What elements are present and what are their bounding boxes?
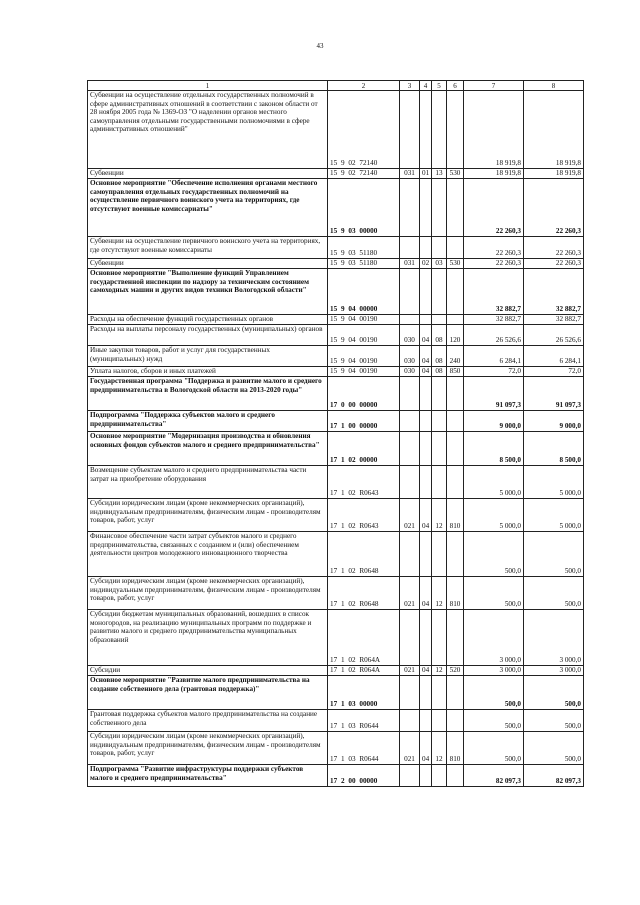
row-name: Уплата налогов, сборов и иных платежей	[88, 367, 328, 377]
header-cell: 8	[524, 81, 584, 91]
row-amount-col7: 500,0	[464, 676, 524, 710]
header-cell: 2	[328, 81, 400, 91]
row-subsection	[432, 466, 447, 499]
row-amount-col8: 3 000,0	[524, 610, 584, 666]
row-section	[420, 610, 432, 666]
row-ministry	[400, 466, 420, 499]
row-name: Возмещение субъектам малого и среднего предпринимательства части затрат на приобретение оборудования	[88, 466, 328, 499]
row-amount-col8: 5 000,0	[524, 499, 584, 532]
page-number: 43	[316, 42, 324, 50]
row-expense-type	[447, 532, 464, 577]
row-amount-col7: 5 000,0	[464, 466, 524, 499]
row-ministry	[400, 610, 420, 666]
row-amount-col8: 22 260,3	[524, 259, 584, 269]
row-section	[420, 91, 432, 169]
row-subsection: 08	[432, 325, 447, 346]
row-amount-col7: 82 097,3	[464, 765, 524, 787]
row-section	[420, 411, 432, 432]
row-subsection: 13	[432, 169, 447, 179]
row-amount-col7: 500,0	[464, 732, 524, 765]
row-expense-type	[447, 315, 464, 325]
row-name: Грантовая поддержка субъектов малого предпринимательства на создание собственного дела	[88, 710, 328, 732]
row-amount-col8: 91 097,3	[524, 377, 584, 411]
row-code: 17 1 02 R0643	[328, 466, 400, 499]
row-name: Государственная программа "Поддержка и развитие малого и среднего предпринимательства в Вологодской области на 2013-2020 годы"	[88, 377, 328, 411]
row-amount-col7: 91 097,3	[464, 377, 524, 411]
row-subsection	[432, 377, 447, 411]
row-expense-type	[447, 411, 464, 432]
row-expense-type	[447, 610, 464, 666]
row-expense-type	[447, 710, 464, 732]
row-amount-col7: 500,0	[464, 532, 524, 577]
row-subsection: 03	[432, 259, 447, 269]
table-row	[88, 91, 584, 169]
row-subsection	[432, 411, 447, 432]
row-section	[420, 432, 432, 466]
row-ministry	[400, 315, 420, 325]
row-ministry	[400, 676, 420, 710]
row-expense-type: 520	[447, 666, 464, 676]
row-expense-type	[447, 466, 464, 499]
row-section: 01	[420, 169, 432, 179]
row-code: 15 9 04 00190	[328, 315, 400, 325]
row-subsection	[432, 269, 447, 315]
row-amount-col8: 3 000,0	[524, 666, 584, 676]
row-subsection	[432, 610, 447, 666]
row-subsection: 12	[432, 666, 447, 676]
row-section	[420, 466, 432, 499]
table-row	[88, 237, 584, 259]
row-ministry: 030	[400, 325, 420, 346]
row-section: 04	[420, 499, 432, 532]
row-amount-col8: 6 284,1	[524, 346, 584, 367]
row-amount-col7: 72,0	[464, 367, 524, 377]
row-name: Субсидии	[88, 666, 328, 676]
row-amount-col8: 500,0	[524, 710, 584, 732]
row-section: 04	[420, 346, 432, 367]
row-expense-type	[447, 765, 464, 787]
row-name: Субвенции на осуществление первичного воинского учета на территориях, где отсутствуют военные комиссариаты	[88, 237, 328, 259]
row-code: 15 9 03 51180	[328, 237, 400, 259]
row-amount-col7: 22 260,3	[464, 237, 524, 259]
table-row	[88, 346, 584, 367]
row-name: Иные закупки товаров, работ и услуг для государственных (муниципальных) нужд	[88, 346, 328, 367]
row-name: Субсидии юридическим лицам (кроме некоммерческих организаций), индивидуальным предпринимателям, физическим лицам - производителям товаров, работ, услуг	[88, 499, 328, 532]
table-row	[88, 732, 584, 765]
header-cell: 3	[400, 81, 420, 91]
row-subsection: 12	[432, 499, 447, 532]
row-section	[420, 765, 432, 787]
row-name: Расходы на выплаты персоналу государственных (муниципальных) органов	[88, 325, 328, 346]
row-section	[420, 377, 432, 411]
row-subsection: 08	[432, 367, 447, 377]
row-name: Подпрограмма "Развитие инфраструктуры поддержки субъектов малого и среднего предпринимательства"	[88, 765, 328, 787]
row-amount-col8: 9 000,0	[524, 411, 584, 432]
row-section: 04	[420, 325, 432, 346]
row-subsection	[432, 315, 447, 325]
header-cell: 5	[432, 81, 447, 91]
row-subsection	[432, 91, 447, 169]
row-expense-type: 810	[447, 577, 464, 610]
row-name: Подпрограмма "Поддержка субъектов малого и среднего предпринимательства"	[88, 411, 328, 432]
row-amount-col8: 32 882,7	[524, 315, 584, 325]
row-amount-col7: 500,0	[464, 710, 524, 732]
row-expense-type: 530	[447, 169, 464, 179]
row-amount-col7: 22 260,3	[464, 179, 524, 237]
row-code: 17 1 02 00000	[328, 432, 400, 466]
row-amount-col7: 32 882,7	[464, 315, 524, 325]
table-row	[88, 466, 584, 499]
row-amount-col7: 3 000,0	[464, 666, 524, 676]
row-amount-col7: 500,0	[464, 577, 524, 610]
row-expense-type	[447, 91, 464, 169]
row-ministry: 021	[400, 499, 420, 532]
row-ministry	[400, 765, 420, 787]
row-subsection	[432, 676, 447, 710]
row-code: 15 9 02 72140	[328, 91, 400, 169]
row-amount-col8: 500,0	[524, 577, 584, 610]
table-row	[88, 315, 584, 325]
row-amount-col8: 500,0	[524, 732, 584, 765]
row-name: Расходы на обеспечение функций государственных органов	[88, 315, 328, 325]
row-ministry	[400, 377, 420, 411]
table-row	[88, 169, 584, 179]
row-amount-col8: 22 260,3	[524, 179, 584, 237]
row-amount-col8: 32 882,7	[524, 269, 584, 315]
row-section: 04	[420, 367, 432, 377]
row-ministry: 021	[400, 666, 420, 676]
table-row	[88, 532, 584, 577]
table-row	[88, 377, 584, 411]
row-code: 15 9 04 00190	[328, 367, 400, 377]
row-ministry	[400, 432, 420, 466]
row-expense-type	[447, 377, 464, 411]
table-row	[88, 259, 584, 269]
row-expense-type: 810	[447, 499, 464, 532]
row-amount-col7: 18 919,8	[464, 169, 524, 179]
row-ministry: 030	[400, 346, 420, 367]
row-expense-type: 530	[447, 259, 464, 269]
row-expense-type: 850	[447, 367, 464, 377]
row-name: Основное мероприятие "Обеспечение исполнения органами местного самоуправления отдельных государственных полномочий на осуществление первичного воинского учета на территориях, где отсутствуют военные комиссариаты"	[88, 179, 328, 237]
row-expense-type	[447, 237, 464, 259]
row-section	[420, 179, 432, 237]
row-section: 04	[420, 732, 432, 765]
row-section	[420, 269, 432, 315]
row-amount-col8: 22 260,3	[524, 237, 584, 259]
row-code: 15 9 02 72140	[328, 169, 400, 179]
row-amount-col7: 8 500,0	[464, 432, 524, 466]
table-row	[88, 765, 584, 787]
table-row	[88, 411, 584, 432]
row-ministry: 030	[400, 367, 420, 377]
row-expense-type	[447, 179, 464, 237]
table-row	[88, 432, 584, 466]
row-code: 17 0 00 00000	[328, 377, 400, 411]
row-name: Основное мероприятие "Развитие малого предпринимательства на создание собственного дела (грантовая поддержка)"	[88, 676, 328, 710]
row-code: 17 1 03 00000	[328, 676, 400, 710]
table-row	[88, 179, 584, 237]
row-amount-col8: 18 919,8	[524, 169, 584, 179]
row-amount-col7: 6 284,1	[464, 346, 524, 367]
row-ministry: 021	[400, 577, 420, 610]
row-code: 17 1 03 R0644	[328, 710, 400, 732]
row-ministry	[400, 710, 420, 732]
row-name: Субсидии бюджетам муниципальных образований, вошедших в список моногородов, на реализацию муниципальных программ по поддержке и развитию малого и среднего предпринимательства муниципальных образований	[88, 610, 328, 666]
row-name: Финансовое обеспечение части затрат субъектов малого и среднего предпринимательства, связанных с созданием и (или) обеспечением деятельности центров молодежного инновационного творчества	[88, 532, 328, 577]
row-expense-type: 810	[447, 732, 464, 765]
row-code: 15 9 04 00000	[328, 269, 400, 315]
row-subsection: 12	[432, 732, 447, 765]
row-expense-type	[447, 676, 464, 710]
row-amount-col7: 9 000,0	[464, 411, 524, 432]
row-amount-col8: 500,0	[524, 532, 584, 577]
row-amount-col7: 22 260,3	[464, 259, 524, 269]
row-amount-col8: 26 526,6	[524, 325, 584, 346]
row-amount-col8: 18 919,8	[524, 91, 584, 169]
row-section	[420, 710, 432, 732]
row-ministry	[400, 179, 420, 237]
row-subsection	[432, 179, 447, 237]
row-expense-type: 120	[447, 325, 464, 346]
row-code: 17 1 02 R064A	[328, 666, 400, 676]
row-code: 17 1 02 R0643	[328, 499, 400, 532]
row-amount-col7: 3 000,0	[464, 610, 524, 666]
row-code: 17 1 02 R0648	[328, 532, 400, 577]
header-cell: 1	[88, 81, 328, 91]
row-section	[420, 676, 432, 710]
table-row	[88, 499, 584, 532]
row-name: Субвенции	[88, 169, 328, 179]
row-section: 02	[420, 259, 432, 269]
row-code: 17 2 00 00000	[328, 765, 400, 787]
row-name: Субсидии юридическим лицам (кроме некоммерческих организаций), индивидуальным предпринимателям, физическим лицам - производителям товаров, работ, услуг	[88, 577, 328, 610]
row-section	[420, 315, 432, 325]
table-row	[88, 325, 584, 346]
row-subsection	[432, 432, 447, 466]
row-amount-col8: 5 000,0	[524, 466, 584, 499]
table-row	[88, 676, 584, 710]
row-name: Основное мероприятие "Выполнение функций Управлением государственной инспекции по надзору за техническим состоянием самоходных машин и других видов техники Вологодской области"	[88, 269, 328, 315]
row-code: 15 9 04 00190	[328, 325, 400, 346]
row-amount-col7: 32 882,7	[464, 269, 524, 315]
row-subsection	[432, 765, 447, 787]
table-header-row	[88, 81, 584, 91]
row-amount-col8: 82 097,3	[524, 765, 584, 787]
row-name: Субвенции на осуществление отдельных государственных полномочий в сфере административных отношений в соответствии с законом области от 28 ноября 2005 года № 1369-ОЗ "О наделении органов местного самоуправления отдельными государственными полномочиями в сфере административных отношений"	[88, 91, 328, 169]
row-amount-col8: 500,0	[524, 676, 584, 710]
row-code: 17 1 03 R0644	[328, 732, 400, 765]
row-amount-col7: 5 000,0	[464, 499, 524, 532]
row-ministry	[400, 269, 420, 315]
header-cell: 7	[464, 81, 524, 91]
row-code: 15 9 03 00000	[328, 179, 400, 237]
row-amount-col7: 26 526,6	[464, 325, 524, 346]
table-row	[88, 269, 584, 315]
row-code: 17 1 02 R064A	[328, 610, 400, 666]
row-section: 04	[420, 577, 432, 610]
table-row	[88, 577, 584, 610]
row-ministry	[400, 532, 420, 577]
row-subsection	[432, 532, 447, 577]
header-cell: 4	[420, 81, 432, 91]
row-subsection: 12	[432, 577, 447, 610]
row-code: 17 1 00 00000	[328, 411, 400, 432]
row-section	[420, 532, 432, 577]
row-subsection: 08	[432, 346, 447, 367]
row-code: 15 9 03 51180	[328, 259, 400, 269]
table-row	[88, 710, 584, 732]
row-subsection	[432, 237, 447, 259]
row-name: Основное мероприятие "Модернизация производства и обновления основных фондов субъектов малого и среднего предпринимательства"	[88, 432, 328, 466]
row-ministry: 021	[400, 732, 420, 765]
table-row	[88, 610, 584, 666]
row-amount-col8: 72,0	[524, 367, 584, 377]
row-name: Субвенции	[88, 259, 328, 269]
table-row	[88, 666, 584, 676]
header-cell: 6	[447, 81, 464, 91]
row-ministry	[400, 237, 420, 259]
row-ministry: 031	[400, 259, 420, 269]
row-amount-col8: 8 500,0	[524, 432, 584, 466]
table-row	[88, 367, 584, 377]
row-code: 15 9 04 00190	[328, 346, 400, 367]
row-amount-col7: 18 919,8	[464, 91, 524, 169]
row-expense-type	[447, 432, 464, 466]
row-subsection	[432, 710, 447, 732]
row-section: 04	[420, 666, 432, 676]
row-name: Субсидии юридическим лицам (кроме некоммерческих организаций), индивидуальным предпринимателям, физическим лицам - производителям товаров, работ, услуг	[88, 732, 328, 765]
row-ministry	[400, 91, 420, 169]
row-ministry: 031	[400, 169, 420, 179]
budget-table	[87, 80, 584, 787]
row-ministry	[400, 411, 420, 432]
row-section	[420, 237, 432, 259]
row-expense-type: 240	[447, 346, 464, 367]
row-code: 17 1 02 R0648	[328, 577, 400, 610]
row-expense-type	[447, 269, 464, 315]
